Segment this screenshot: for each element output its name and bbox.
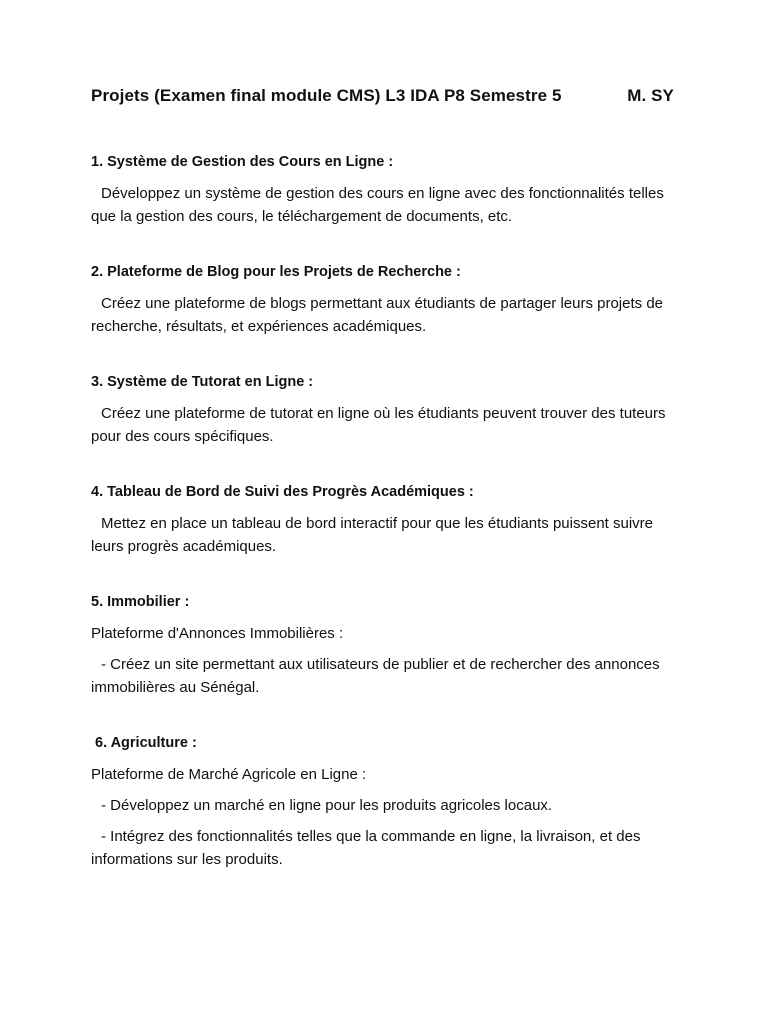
section-heading: 2. Plateforme de Blog pour les Projets de Recherche : [91,264,461,280]
section-text: Mettez en place un tableau de bord interactif pour que les étudiants puissent suivre leurs progrès académiques. [91,515,654,555]
section-text: Créez une plateforme de tutorat en ligne où les étudiants peuvent trouver des tuteurs pour des cours spécifiques. [91,405,666,445]
section-4 [91,482,688,558]
section-heading: 6. Agriculture : [95,735,197,751]
section-text: Développez un système de gestion des cours en ligne avec des fonctionnalités telles que la gestion des cours, le téléchargement de documents, etc. [91,185,664,225]
bullet-item: - Créez un site permettant aux utilisateurs de publier et de rechercher des annonces immobilières au Sénégal. [91,656,660,696]
section-3 [91,372,688,448]
section-2 [91,262,688,338]
document-title: Projets (Examen final module CMS) L3 IDA P8 Semestre 5 [91,86,562,105]
section-6 [91,733,688,871]
section-1 [91,152,688,228]
section-subtitle: Plateforme d'Annonces Immobilières : [91,625,344,642]
section-heading: 4. Tableau de Bord de Suivi des Progrès Académiques : [91,484,474,500]
section-heading: 1. Système de Gestion des Cours en Ligne : [91,154,394,170]
section-heading: 5. Immobilier : [91,594,190,610]
section-text: Créez une plateforme de blogs permettant aux étudiants de partager leurs projets de recherche, résultats, et expériences académiques. [91,295,664,335]
section-5 [91,592,688,699]
document-author: M. SY [627,86,674,105]
section-subtitle: Plateforme de Marché Agricole en Ligne : [91,766,367,783]
bullet-item: - Intégrez des fonctionnalités telles que la commande en ligne, la livraison, et des informations sur les produits. [91,828,641,868]
document-header [91,86,688,106]
section-heading: 3. Système de Tutorat en Ligne : [91,374,314,390]
bullet-item: - Développez un marché en ligne pour les produits agricoles locaux. [101,797,553,814]
